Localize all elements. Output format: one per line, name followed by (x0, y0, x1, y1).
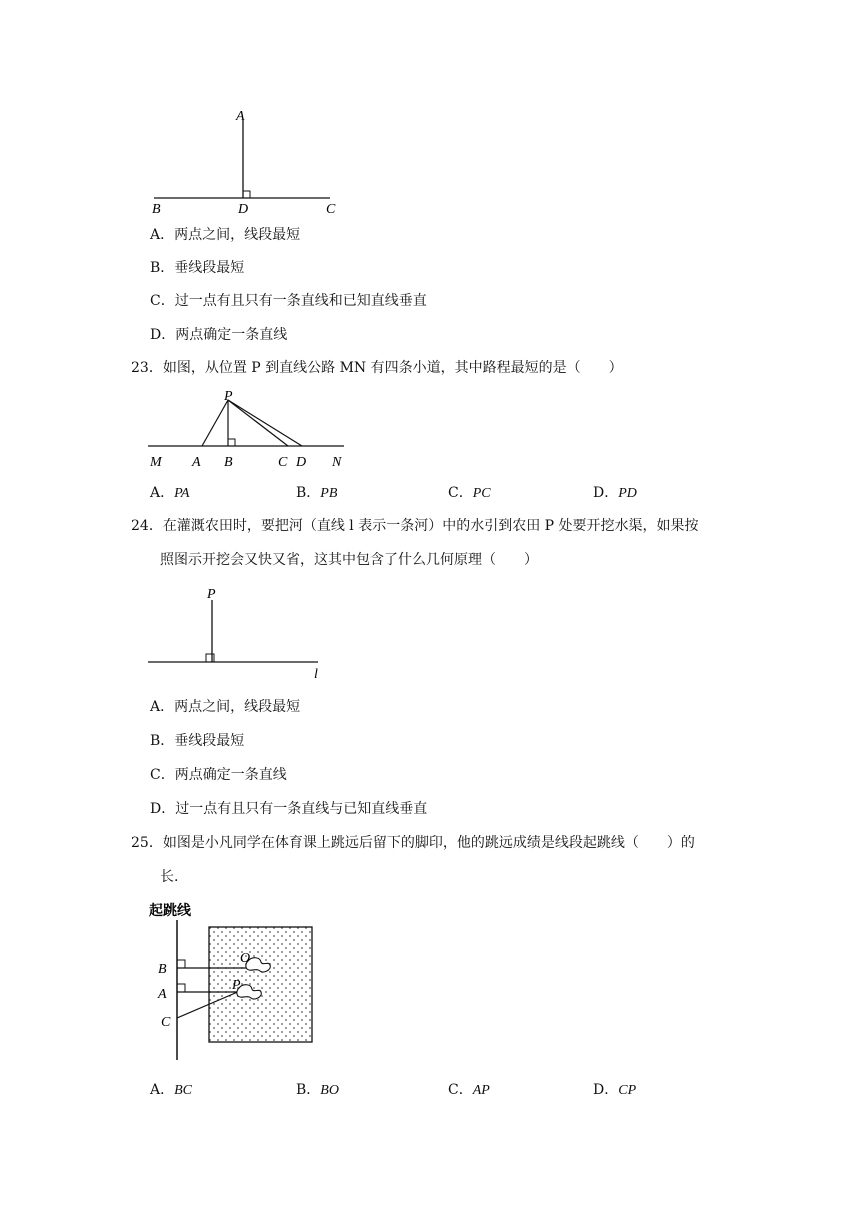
figure-24 (146, 582, 326, 682)
q25-stem-line1: 25．如图是小凡同学在体育课上跳远后留下的脚印，他的跳远成绩是线段起跳线（ ）的 (131, 835, 695, 851)
figure-25 (148, 898, 320, 1066)
label-C: C (278, 455, 288, 470)
label-P: P (207, 587, 216, 602)
figure-title: 起跳线 (149, 903, 191, 919)
q22-option-b[interactable]: B．垂线段最短 (150, 260, 245, 276)
q22-option-a[interactable]: A．两点之间，线段最短 (150, 227, 301, 243)
q25-option-d[interactable]: D．CP (593, 1082, 637, 1098)
label-B: B (158, 962, 167, 977)
q25-number: 25． (131, 835, 163, 851)
label-B: B (224, 455, 233, 470)
q23-option-b[interactable]: B．PB (296, 485, 338, 501)
figure-22 (148, 100, 348, 220)
q24-number: 24． (131, 518, 163, 534)
label-l: l (314, 667, 318, 682)
q25-option-a[interactable]: A．BC (150, 1082, 193, 1098)
figure-23 (146, 386, 356, 474)
q23-text: 如图，从位置 P 到直线公路 MN 有四条小道，其中路程最短的是（ ） (162, 360, 623, 376)
q24-stem-line2: 照图示开挖会又快又省，这其中包含了什么几何原理（ ） (160, 552, 538, 568)
q22-option-d[interactable]: D．两点确定一条直线 (150, 327, 288, 343)
label-A: A (158, 987, 167, 1002)
label-A: A (236, 109, 245, 124)
label-M: M (150, 455, 162, 470)
q23-option-c[interactable]: C．PC (448, 485, 491, 501)
label-B: B (152, 202, 161, 217)
q24-option-b[interactable]: B．垂线段最短 (150, 733, 245, 749)
q24-stem-line1: 24．在灌溉农田时，要把河（直线 l 表示一条河）中的水引到农田 P 处要开挖水渠，如果按 (131, 518, 699, 534)
q25-stem-line2: 长. (160, 869, 179, 885)
label-C: C (161, 1015, 171, 1030)
q23-option-d[interactable]: D．PD (593, 485, 637, 501)
q24-option-d[interactable]: D．过一点有且只有一条直线与已知直线垂直 (150, 801, 428, 817)
q24-option-a[interactable]: A．两点之间，线段最短 (150, 699, 301, 715)
q24-option-c[interactable]: C．两点确定一条直线 (150, 767, 287, 783)
q22-option-c[interactable]: C．过一点有且只有一条直线和已知直线垂直 (150, 293, 427, 309)
label-D: D (238, 202, 249, 217)
label-D: D (296, 455, 307, 470)
label-N: N (332, 455, 342, 470)
label-A: A (192, 455, 201, 470)
q25-option-c[interactable]: C．AP (448, 1082, 490, 1098)
label-O: O (240, 951, 251, 966)
label-C: C (326, 202, 336, 217)
label-P: P (232, 978, 241, 993)
q23-option-a[interactable]: A．PA (150, 485, 190, 501)
label-P: P (224, 389, 233, 404)
q23-stem (131, 359, 623, 377)
q23-number: 23． (131, 360, 163, 376)
q25-option-b[interactable]: B．BO (296, 1082, 339, 1098)
